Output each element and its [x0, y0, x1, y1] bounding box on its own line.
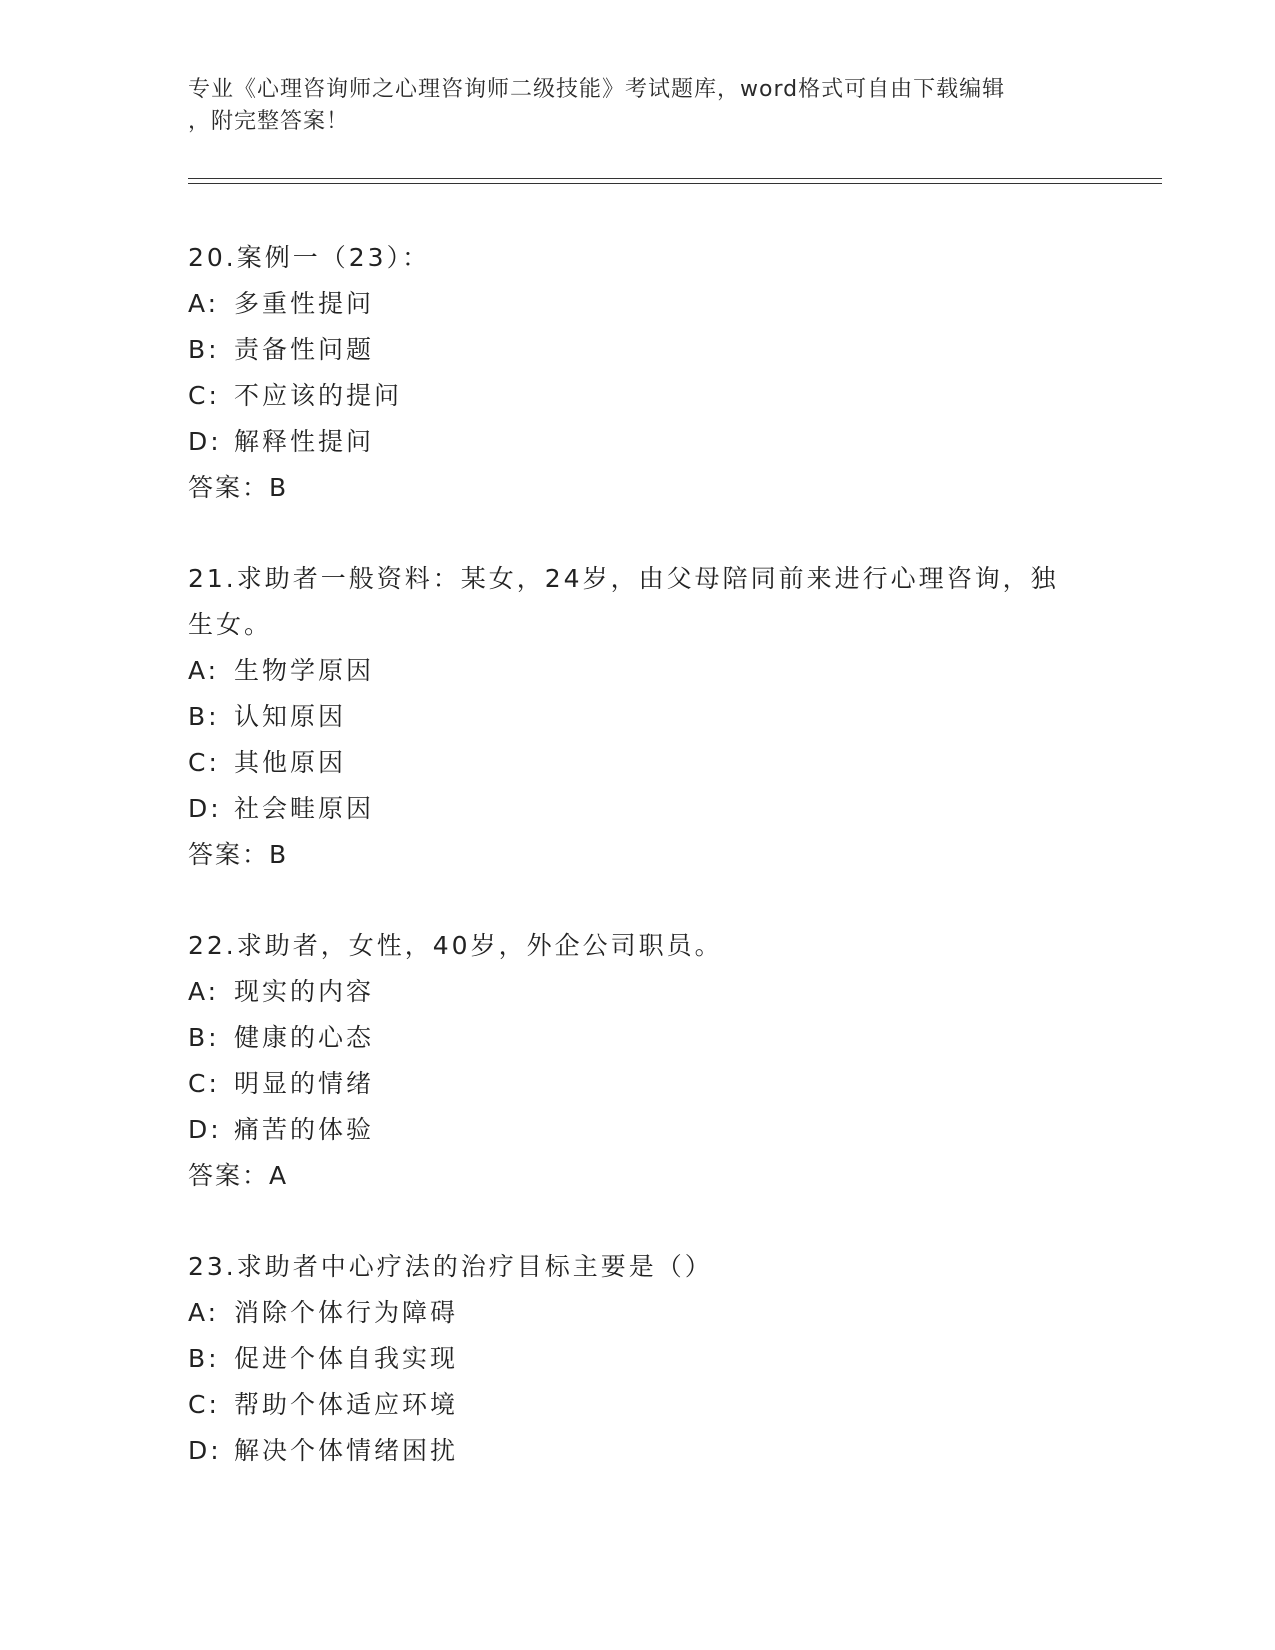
option-text: 不应该的提问 [234, 381, 403, 410]
option-a [188, 969, 1088, 1015]
option-text: 健康的心态 [234, 1023, 375, 1052]
option-key: B: [188, 1344, 220, 1373]
document-header [188, 74, 1088, 138]
option-key: C: [188, 748, 220, 777]
option-d [188, 1107, 1088, 1153]
option-c [188, 1382, 1088, 1428]
option-key: A: [188, 977, 220, 1006]
header-line-1: 专业《心理咨询师之心理咨询师二级技能》考试题库，word格式可自由下载编辑 [188, 77, 1006, 102]
option-c [188, 1061, 1088, 1107]
option-b [188, 327, 1088, 373]
option-key: B: [188, 335, 220, 364]
option-a [188, 281, 1088, 327]
option-text: 现实的内容 [234, 977, 375, 1006]
question-21 [188, 556, 1088, 878]
option-key: C: [188, 1069, 220, 1098]
question-23 [188, 1244, 1088, 1474]
option-key: C: [188, 1390, 220, 1419]
header-divider-top [188, 178, 1162, 179]
option-key: C: [188, 381, 220, 410]
header-line-2: ，附完整答案！ [188, 109, 350, 134]
option-b [188, 1015, 1088, 1061]
option-c [188, 740, 1088, 786]
question-22 [188, 923, 1088, 1199]
option-text: 认知原因 [234, 702, 347, 731]
option-text: 解决个体情绪困扰 [234, 1436, 459, 1465]
option-text: 促进个体自我实现 [234, 1344, 459, 1373]
answer-line: 答案：A [188, 1161, 289, 1190]
option-b [188, 1336, 1088, 1382]
answer-line: 答案：B [188, 840, 289, 869]
question-stem: 22.求助者，女性，40岁，外企公司职员。 [188, 931, 723, 960]
option-a [188, 648, 1088, 694]
option-d [188, 786, 1088, 832]
option-text: 社会畦原因 [234, 794, 375, 823]
option-a [188, 1290, 1088, 1336]
option-key: D: [188, 427, 222, 456]
option-text: 解释性提问 [234, 427, 375, 456]
option-key: D: [188, 1436, 222, 1465]
option-key: B: [188, 1023, 220, 1052]
option-key: A: [188, 656, 220, 685]
question-20 [188, 235, 1088, 511]
option-key: A: [188, 1298, 220, 1327]
option-c [188, 373, 1088, 419]
option-key: D: [188, 794, 222, 823]
option-d [188, 419, 1088, 465]
header-divider-bottom [188, 183, 1162, 184]
option-text: 其他原因 [234, 748, 347, 777]
option-text: 多重性提问 [234, 289, 375, 318]
option-text: 痛苦的体验 [234, 1115, 375, 1144]
option-text: 明显的情绪 [234, 1069, 375, 1098]
option-b [188, 694, 1088, 740]
answer-line: 答案：B [188, 473, 289, 502]
option-key: B: [188, 702, 220, 731]
option-text: 责备性问题 [234, 335, 375, 364]
option-text: 生物学原因 [234, 656, 375, 685]
option-d [188, 1428, 1088, 1474]
question-stem: 23.求助者中心疗法的治疗目标主要是（） [188, 1252, 713, 1281]
option-text: 消除个体行为障碍 [234, 1298, 459, 1327]
option-key: D: [188, 1115, 222, 1144]
option-text: 帮助个体适应环境 [234, 1390, 459, 1419]
question-stem: 21.求助者一般资料：某女，24岁，由父母陪同前来进行心理咨询，独生女。 [188, 564, 1059, 639]
option-key: A: [188, 289, 220, 318]
question-stem: 20.案例一（23）： [188, 243, 431, 272]
